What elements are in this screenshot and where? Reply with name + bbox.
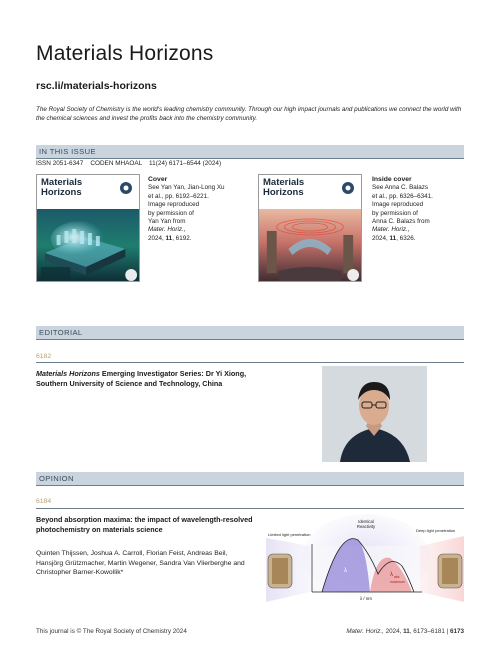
graphic-axis-label: λ / nm — [360, 596, 372, 601]
graphic-label-maximum: maximum — [390, 580, 405, 584]
graphic-label-deep: Deep light penetration — [416, 528, 456, 533]
cover-caption-inside: Inside cover See Anna C. Balazs et al., pp. 6326–6341. Image reproduced by permission of Anna C. Balazs from Mater. Horiz., 2024, 11, 6326. — [372, 176, 433, 242]
section-opinion: OPINION — [36, 472, 464, 485]
cover-image-inside[interactable] — [258, 174, 362, 282]
editorial-page-number: 6182 — [36, 353, 52, 360]
toc-graphic — [266, 514, 464, 604]
opinion-page-number: 6184 — [36, 498, 52, 505]
graphic-label-reactivity: Reactivity — [356, 524, 376, 529]
intro-text: The Royal Society of Chemistry is the world's leading chemistry community. Through our high impact journals and publications we connect the world with the chemical sciences and invest the profits back into the chemistry community. — [36, 106, 462, 122]
article-rule — [36, 362, 464, 363]
section-rule — [36, 339, 464, 340]
graphic-label-identical: Identical — [358, 519, 374, 524]
section-in-this-issue: IN THIS ISSUE — [36, 145, 464, 158]
cover-illustration — [37, 209, 139, 282]
cover-title: Materials Horizons — [263, 177, 305, 198]
rsc-logo-icon — [119, 181, 133, 195]
graphic-label-lambda-abs: λ — [390, 572, 393, 578]
article-rule — [36, 508, 464, 509]
section-rule — [36, 158, 464, 159]
opinion-authors: Quinten Thijssen, Joshua A. Carroll, Florian Feist, Andreas Beil, Hansjörg Grützmacher, Martin Wegener, Sandra Van Vlierberghe and Christopher Barner-Kowollik* — [36, 550, 245, 577]
cover-image-front[interactable] — [36, 174, 140, 282]
cover-illustration — [259, 209, 361, 282]
section-editorial: EDITORIAL — [36, 326, 464, 339]
graphic-label-lambda1: λ — [344, 568, 347, 574]
investigator-photo — [322, 366, 427, 462]
journal-title: Materials Horizons — [36, 42, 214, 65]
footer-citation: Mater. Horiz., 2024, 11, 6173–6181 | 6173 — [346, 628, 464, 635]
cover-caption-front: Cover See Yan Yan, Jian-Long Xu et al., pp. 6192–6221. Image reproduced by permission of Yan Yan from Mater. Horiz., 2024, 11, 6192. — [148, 176, 225, 242]
person-portrait — [322, 366, 427, 462]
journal-url[interactable]: rsc.li/materials-horizons — [36, 80, 157, 92]
opinion-title[interactable]: Beyond absorption maxima: the impact of wavelength-resolved photochemistry on materials science — [36, 515, 253, 534]
graphic-label-abs-sub: abs — [394, 575, 400, 579]
cover-title: Materials Horizons — [41, 177, 83, 198]
editorial-title[interactable]: Materials Horizons Emerging Investigator Series: Dr Yi Xiong, Southern University of Science and Technology, China — [36, 369, 247, 388]
footer-copyright: This journal is © The Royal Society of Chemistry 2024 — [36, 628, 187, 635]
rsc-logo-icon — [341, 181, 355, 195]
footer-page-number: 6173 — [449, 628, 464, 635]
graphic-label-limited: Limited light penetration — [268, 532, 311, 537]
issn-line: ISSN 2051-6347 CODEN MHAOAL 11(24) 6171–6544 (2024) — [36, 160, 222, 167]
section-rule — [36, 485, 464, 486]
